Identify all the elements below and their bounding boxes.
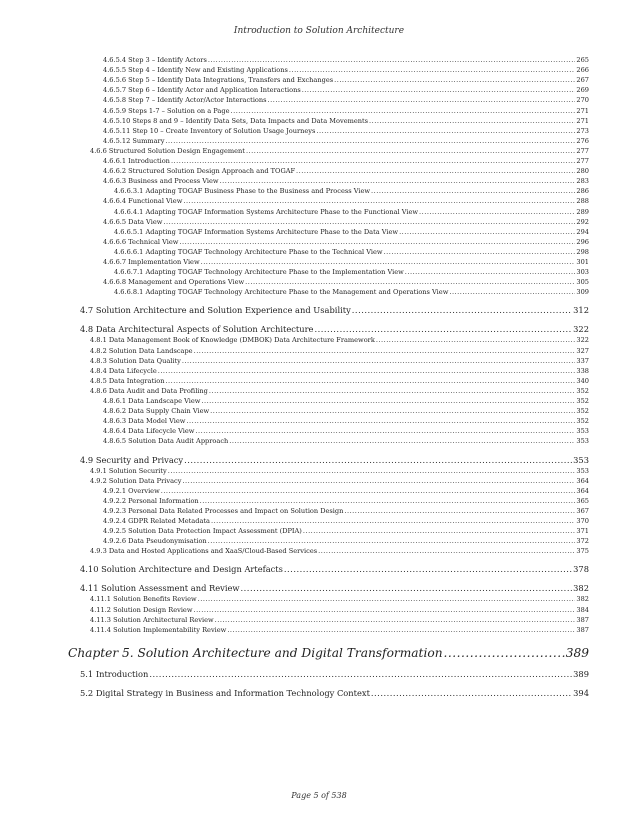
dot-leader (352, 305, 572, 315)
toc-entry-title: 4.8.6 Data Audit and Data Profiling (90, 386, 208, 395)
toc-entry-title: 4.9.2 Solution Data Privacy (90, 476, 182, 485)
toc-entry-page: 303 (576, 268, 589, 277)
dot-leader (344, 507, 575, 515)
toc-entry[interactable] (103, 507, 589, 515)
dot-leader (371, 688, 572, 698)
dot-leader (171, 157, 575, 165)
toc-entry[interactable] (103, 157, 589, 165)
toc-entry-page: 277 (576, 157, 589, 165)
toc-entry[interactable] (90, 547, 589, 555)
toc-entry-page: 270 (576, 96, 589, 105)
toc-entry[interactable] (103, 117, 589, 125)
toc-entry-page: 271 (576, 116, 589, 125)
toc-entry-title: 4.8.4 Data Lifecycle (90, 366, 157, 375)
toc-entry-page: 352 (576, 417, 589, 426)
toc-entry[interactable] (103, 278, 589, 286)
toc-entry[interactable] (103, 86, 589, 94)
toc-entry[interactable] (80, 688, 589, 698)
toc-entry[interactable] (103, 107, 589, 115)
toc-entry-page: 371 (576, 527, 589, 536)
toc-entry[interactable] (80, 324, 589, 334)
toc-entry-title: 4.6.6.4 Functional View (103, 197, 183, 206)
dot-leader (208, 56, 576, 64)
dot-leader (182, 477, 575, 485)
toc-entry[interactable] (90, 357, 589, 365)
dot-leader (198, 595, 576, 603)
toc-entry-title: 4.6.5.6 Step 5 – Identify Data Integrations, Transfers and Exchanges (103, 76, 334, 85)
toc-entry[interactable] (103, 167, 589, 175)
toc-entry-page: 292 (576, 217, 589, 226)
toc-entry-page: 353 (576, 427, 589, 436)
dot-leader (186, 417, 575, 425)
dot-leader (195, 427, 575, 435)
toc-entry[interactable] (103, 487, 589, 495)
toc-entry[interactable] (114, 268, 589, 276)
toc-entry-page: 352 (576, 386, 589, 395)
toc-entry-page: 322 (573, 324, 589, 335)
toc-entry-title: 4.8.6.1 Data Landscape View (103, 397, 201, 405)
toc-entry[interactable] (114, 208, 589, 216)
toc-entry-page: 273 (576, 126, 589, 135)
toc-entry-title: Chapter 5. Solution Architecture and Digital Transformation (68, 645, 443, 660)
toc-entry[interactable] (114, 228, 589, 236)
dot-leader (165, 137, 575, 145)
toc-entry[interactable] (90, 467, 589, 475)
toc-entry-title: 4.9.3 Data and Hosted Applications and XaaS/Cloud-Based Services (90, 547, 318, 556)
toc-entry-title: 4.6.6.6.1 Adapting TOGAF Technology Architecture Phase to the Technical View (114, 247, 383, 256)
toc-entry[interactable] (103, 127, 589, 135)
toc-entry[interactable] (68, 646, 589, 660)
dot-leader (183, 197, 575, 205)
toc-entry-page: 375 (576, 547, 589, 556)
toc-entry[interactable] (80, 669, 589, 679)
toc-entry-page: 305 (576, 278, 589, 287)
toc-entry-page: 337 (576, 356, 589, 365)
toc-entry-page: 312 (573, 305, 589, 316)
dot-leader (284, 564, 572, 574)
dot-leader (168, 467, 576, 475)
toc-entry[interactable] (90, 367, 589, 375)
toc-entry-page: 384 (576, 605, 589, 614)
toc-entry-title: 4.8.6.5 Solution Data Audit Approach (103, 437, 229, 446)
toc-entry-page: 283 (576, 177, 589, 186)
dot-leader (200, 497, 576, 505)
toc-entry-title: 4.6.5.12 Summary (103, 136, 165, 145)
toc-entry[interactable] (80, 564, 589, 574)
dot-leader (201, 258, 576, 266)
toc-entry[interactable] (90, 616, 589, 624)
toc-entry-title: 4.9.2.3 Personal Data Related Processes and Impact on Solution Design (103, 506, 344, 515)
dot-leader (184, 455, 572, 465)
toc-entry[interactable] (90, 606, 589, 614)
toc-entry-title: 4.8 Data Architectural Aspects of Solution Architecture (80, 324, 314, 335)
toc-entry-title: 4.9.2.2 Personal Information (103, 496, 199, 505)
toc-entry-page: 294 (576, 227, 589, 236)
toc-entry-title: 4.6.6.7.1 Adapting TOGAF Technology Architecture Phase to the Implementation View (114, 268, 404, 277)
toc-entry-page: 352 (576, 397, 589, 405)
toc-entry-page: 338 (576, 366, 589, 375)
toc-entry-page: 389 (565, 645, 589, 660)
toc-entry-page: 382 (573, 583, 589, 594)
toc-entry-page: 267 (576, 76, 589, 85)
dot-leader (376, 336, 576, 344)
toc-entry[interactable] (90, 626, 589, 634)
dot-leader (193, 606, 575, 614)
toc-entry-title: 4.11.1 Solution Benefits Review (90, 595, 197, 604)
toc-entry[interactable] (90, 147, 589, 155)
toc-entry[interactable] (80, 455, 589, 465)
toc-entry-page: 382 (576, 595, 589, 604)
toc-entry-title: 4.6.6.5 Data View (103, 217, 163, 226)
toc-entry-page: 309 (576, 288, 589, 297)
dot-leader (209, 387, 576, 395)
toc-entry[interactable] (90, 336, 589, 344)
dot-leader (210, 407, 575, 415)
dot-leader (289, 66, 576, 74)
toc-entry[interactable] (103, 177, 589, 185)
toc-entry-page: 301 (576, 258, 589, 266)
toc-entry-title: 4.9.2.1 Overview (103, 486, 160, 495)
toc-entry-title: 4.9.2.5 Solution Data Protection Impact Assessment (DPIA) (103, 527, 302, 536)
toc-entry[interactable] (103, 258, 589, 266)
toc-entry[interactable] (103, 517, 589, 525)
dot-leader (179, 238, 575, 246)
toc-entry[interactable] (103, 137, 589, 145)
toc-entry[interactable] (103, 96, 589, 104)
toc-entry-title: 4.6.5.9 Steps 1-7 – Solution on a Page (103, 106, 230, 115)
toc-entry-title: 4.6.5.7 Step 6 – Identify Actor and Application Interactions (103, 86, 301, 95)
toc-entry-page: 365 (576, 496, 589, 505)
toc-entry[interactable] (90, 347, 589, 355)
dot-leader (369, 117, 575, 125)
dot-leader (149, 669, 572, 679)
dot-leader (371, 187, 575, 195)
toc-entry-title: 4.6.5.4 Step 3 – Identify Actors (103, 56, 207, 64)
toc-entry-page: 378 (573, 564, 589, 575)
dot-leader (246, 147, 575, 155)
dot-leader (229, 437, 575, 445)
dot-leader (201, 397, 575, 405)
dot-leader (241, 583, 573, 593)
toc-entry[interactable] (103, 537, 589, 545)
toc-entry-title: 4.6.6 Structured Solution Design Engagement (90, 146, 245, 155)
toc-entry[interactable] (103, 56, 589, 64)
toc-entry-title: 4.6.6.8.1 Adapting TOGAF Technology Architecture Phase to the Management and Operations View (114, 288, 449, 297)
toc-entry-page: 269 (576, 86, 589, 95)
dot-leader (194, 347, 576, 355)
dot-leader (161, 487, 576, 495)
toc-entry[interactable] (103, 218, 589, 226)
toc-entry[interactable] (103, 417, 589, 425)
toc-entry-page: 298 (576, 247, 589, 256)
toc-entry-page: 367 (576, 506, 589, 515)
toc-entry[interactable] (103, 238, 589, 246)
dot-leader (211, 517, 575, 525)
toc-entry-title: 4.8.1 Data Management Book of Knowledge (DMBOK) Data Architecture Framework (90, 336, 375, 345)
toc-entry-title: 4.6.6.7 Implementation View (103, 258, 200, 266)
dot-leader (444, 646, 565, 660)
toc-entry-title: 5.1 Introduction (80, 668, 149, 679)
toc-entry-page: 327 (576, 346, 589, 355)
dot-leader (302, 86, 576, 94)
toc-entry-page: 277 (576, 146, 589, 155)
toc-entry[interactable] (103, 527, 589, 535)
toc-entry[interactable] (80, 305, 589, 315)
dot-leader (165, 377, 575, 385)
toc-entry-title: 4.8.6.4 Data Lifecycle View (103, 427, 195, 436)
dot-leader (314, 324, 572, 334)
toc-entry-title: 4.6.6.2 Structured Solution Design Approach and TOGAF (103, 167, 296, 176)
toc-entry-title: 4.6.6.4.1 Adapting TOGAF Information Systems Architecture Phase to the Functional View (114, 207, 419, 216)
toc-entry[interactable] (103, 497, 589, 505)
dot-leader (220, 177, 576, 185)
toc-entry-page: 289 (576, 207, 589, 216)
toc-entry[interactable] (103, 397, 589, 405)
toc-entry-page: 394 (573, 687, 589, 698)
dot-leader (163, 218, 575, 226)
toc-entry-title: 4.10 Solution Architecture and Design Artefacts (80, 564, 283, 575)
toc-entry-page: 364 (576, 476, 589, 485)
toc-entry-title: 4.6.6.3 Business and Process View (103, 177, 219, 186)
toc-entry[interactable] (103, 66, 589, 74)
toc-entry-title: 4.6.6.8 Management and Operations View (103, 278, 245, 287)
page-number: Page 5 of 538 (291, 791, 347, 800)
toc-entry-title: 4.6.6.6 Technical View (103, 237, 179, 246)
toc-entry-page: 372 (576, 537, 589, 546)
toc-entry-page: 353 (573, 454, 589, 465)
toc-entry-page: 271 (576, 106, 589, 115)
toc-entry-page: 296 (576, 237, 589, 246)
dot-leader (334, 76, 575, 84)
toc-entry-page: 265 (576, 56, 589, 64)
toc-entry-page: 387 (576, 615, 589, 624)
toc-entry-title: 4.9.2.4 GDPR Related Metadata (103, 517, 210, 525)
toc-entry[interactable] (114, 187, 589, 195)
toc-entry-title: 4.6.6.5.1 Adapting TOGAF Information Systems Architecture Phase to the Data View (114, 227, 399, 236)
toc-entry-title: 4.8.5 Data Integration (90, 376, 165, 385)
toc-entry-page: 322 (576, 336, 589, 345)
toc-entry-title: 4.6.6.3.1 Adapting TOGAF Business Phase to the Business and Process View (114, 187, 371, 196)
dot-leader (296, 167, 575, 175)
dot-leader (231, 107, 576, 115)
dot-leader (158, 367, 576, 375)
dot-leader (303, 527, 576, 535)
toc-entry-page: 364 (576, 486, 589, 495)
dot-leader (384, 248, 576, 256)
toc-entry-page: 389 (573, 668, 589, 679)
dot-leader (419, 208, 575, 216)
toc-entry-page: 286 (576, 187, 589, 196)
toc-entry[interactable] (103, 427, 589, 435)
dot-leader (316, 127, 575, 135)
toc-entry[interactable] (90, 377, 589, 385)
toc-entry-title: 4.6.6.1 Introduction (103, 157, 170, 165)
toc-entry-title: 4.11.2 Solution Design Review (90, 605, 193, 614)
toc-entry-title: 4.11.3 Solution Architectural Review (90, 615, 214, 624)
toc-entry-title: 4.8.3 Solution Data Quality (90, 356, 181, 365)
dot-leader (268, 96, 576, 104)
toc-entry[interactable] (114, 248, 589, 256)
dot-leader (245, 278, 575, 286)
dot-leader (208, 537, 576, 545)
toc-entry-page: 387 (576, 625, 589, 634)
toc-entry-title: 5.2 Digital Strategy in Business and Information Technology Context (80, 687, 370, 698)
toc-entry-title: 4.8.2 Solution Data Landscape (90, 346, 193, 355)
toc-entry-page: 353 (576, 437, 589, 446)
toc-entry-title: 4.6.5.8 Step 7 – Identify Actor/Actor Interactions (103, 96, 267, 105)
toc-entry-title: 4.8.6.3 Data Model View (103, 417, 186, 426)
toc-entry[interactable] (103, 197, 589, 205)
toc-entry[interactable] (103, 437, 589, 445)
dot-leader (227, 626, 575, 634)
toc-entry-page: 266 (576, 66, 589, 75)
toc-entry[interactable] (80, 583, 589, 593)
toc-entry-page: 280 (576, 167, 589, 176)
dot-leader (215, 616, 576, 624)
toc-entry-title: 4.11 Solution Assessment and Review (80, 583, 240, 594)
toc-entry[interactable] (103, 76, 589, 84)
toc-entry-title: 4.6.5.11 Step 10 – Create Inventory of Solution Usage Journeys (103, 126, 316, 135)
dot-leader (182, 357, 576, 365)
running-header: Introduction to Solution Architecture (233, 26, 405, 36)
toc-entry-page: 352 (576, 407, 589, 416)
toc-entry-title: 4.8.6.2 Data Supply Chain View (103, 407, 210, 416)
toc-entry-title: 4.9.2.6 Data Pseudonymisation (103, 537, 207, 546)
toc-entry[interactable] (90, 477, 589, 485)
toc-entry-title: 4.6.5.5 Step 4 – Identify New and Existing Applications (103, 66, 288, 75)
toc-entry-title: 4.11.4 Solution Implementability Review (90, 625, 227, 634)
toc-entry[interactable] (103, 407, 589, 415)
toc-entry-title: 4.9 Security and Privacy (80, 454, 184, 465)
toc-entry-title: 4.7 Solution Architecture and Solution Experience and Usability (80, 305, 351, 316)
toc-entry-title: 4.6.5.10 Steps 8 and 9 – Identify Data Sets, Data Impacts and Data Movements (103, 116, 369, 125)
dot-leader (405, 268, 576, 276)
dot-leader (399, 228, 575, 236)
toc-entry[interactable] (114, 288, 589, 296)
dot-leader (449, 288, 575, 296)
toc-entry-page: 276 (576, 136, 589, 145)
toc-entry-title: 4.9.1 Solution Security (90, 466, 167, 475)
toc-entry-page: 353 (576, 466, 589, 475)
dot-leader (318, 547, 575, 555)
toc-entry[interactable] (90, 595, 589, 603)
toc-entry-page: 288 (576, 197, 589, 206)
toc-entry-page: 340 (576, 376, 589, 385)
toc-entry[interactable] (90, 387, 589, 395)
toc-entry-page: 370 (576, 517, 589, 525)
